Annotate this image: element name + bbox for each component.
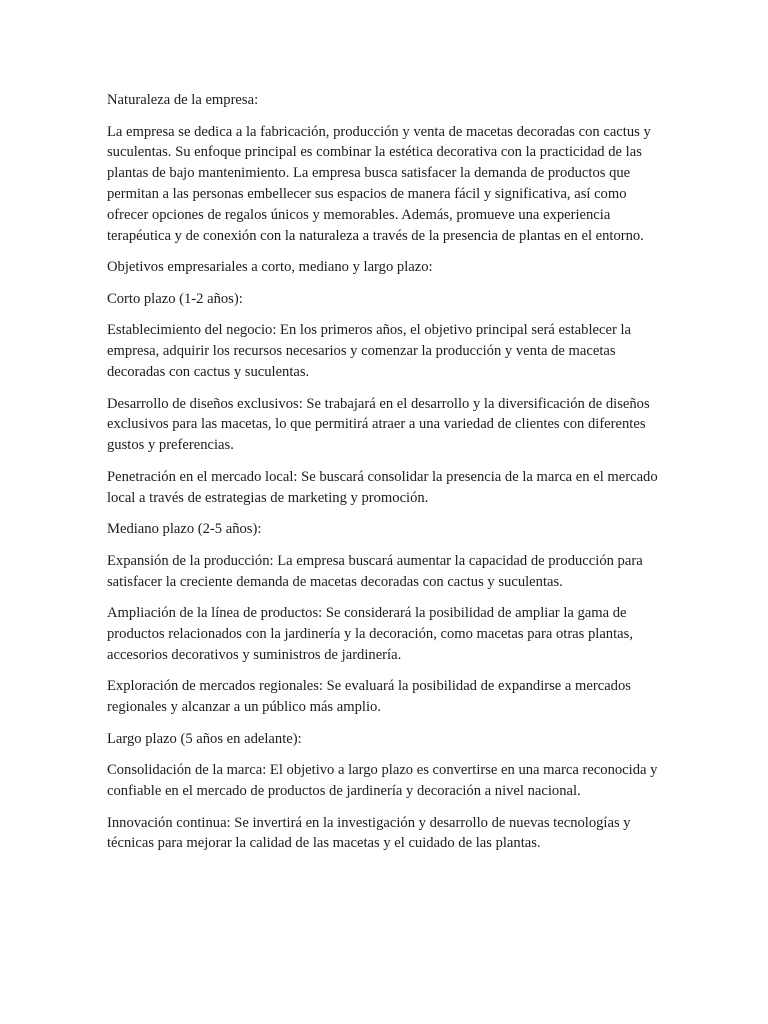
paragraph-business-establishment: Establecimiento del negocio: En los primeros años, el objetivo principal será establecer la empresa, adquirir los recursos necesarios y comenzar la producción y venta de macetas decoradas con cactus y suculentas. — [107, 322, 631, 380]
paragraph-brand-consolidation: Consolidación de la marca: El objetivo a largo plazo es convertirse en una marca reconocida y confiable en el mercado de productos de jardinería y decoración a nivel nacional. — [107, 762, 658, 800]
paragraph-local-market: Penetración en el mercado local: Se buscará consolidar la presencia de la marca en el mercado local a través de estrategias de marketing y promoción. — [107, 468, 658, 506]
paragraph-product-line: Ampliación de la línea de productos: Se considerará la posibilidad de ampliar la gama de productos relacionados con la jardinería y la decoración, como macetas para otras plantas, accesorios decorativos y suministros de jardinería. — [107, 605, 633, 663]
paragraph-regional-markets: Exploración de mercados regionales: Se evaluará la posibilidad de expandirse a mercados regionales y alcanzar a un público más amplio. — [107, 678, 631, 716]
subheading-medium-term: Mediano plazo (2-5 años): — [107, 521, 262, 538]
paragraph-production-expansion: Expansión de la producción: La empresa buscará aumentar la capacidad de producción para satisfacer la creciente demanda de macetas decoradas con cactus y suculentas. — [107, 552, 643, 590]
paragraph-nature-description: La empresa se dedica a la fabricación, producción y venta de macetas decoradas con cactus y suculentas. Su enfoque principal es combinar la estética decorativa con la practicidad de las plantas de bajo mantenimiento. La empresa busca satisfacer la demanda de productos que permitan a las personas embellecer sus espacios de manera fácil y significativa, así como ofrecer opciones de regalos únicos y memorables. Además, promueve una experiencia terapéutica y de conexión con la naturaleza a través de la presencia de plantas en el entorno. — [107, 123, 651, 244]
document-body — [107, 90, 659, 865]
section-heading-objectives: Objetivos empresariales a corto, mediano y largo plazo: — [107, 259, 433, 276]
section-heading-nature: Naturaleza de la empresa: — [107, 92, 259, 108]
paragraph-continuous-innovation: Innovación continua: Se invertirá en la investigación y desarrollo de nuevas tecnologías y técnicas para mejorar la calidad de las macetas y el cuidado de las plantas. — [107, 814, 631, 852]
paragraph-exclusive-designs: Desarrollo de diseños exclusivos: Se trabajará en el desarrollo y la diversificación de diseños exclusivos para las macetas, lo que permitirá atraer a una variedad de clientes con diferentes gustos y preferencias. — [107, 395, 650, 454]
subheading-long-term: Largo plazo (5 años en adelante): — [107, 730, 302, 747]
subheading-short-term: Corto plazo (1-2 años): — [107, 290, 243, 307]
